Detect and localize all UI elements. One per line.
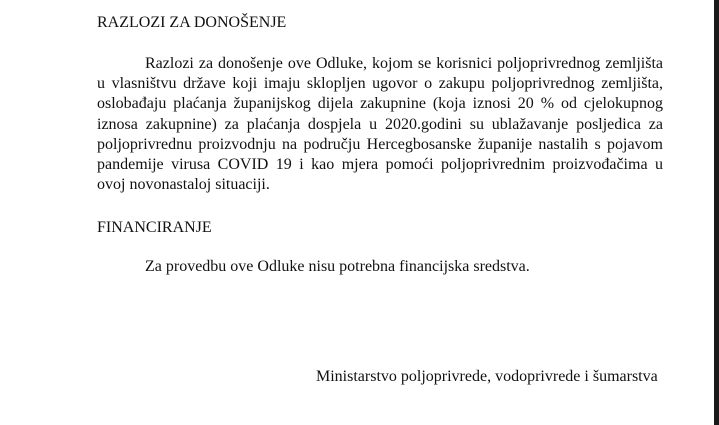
paragraph-line: oslobađaju plaćanja županijskog dijela zakupnine (koja iznosi 20 % od cjelokupnog [97,95,663,113]
section-heading-financing: FINANCIRANJE [97,219,212,236]
paragraph-line: poljoprivrednu proizvodnju na području Hercegbosanske županije nastalih s pojavom [97,135,663,153]
reasons-paragraph [97,54,663,195]
paragraph-line: Razlozi za donošenje ove Odluke, kojom se korisnici poljoprivrednog zemljišta [145,55,663,72]
scan-edge-divider [714,0,719,425]
financing-text: Za provedbu ove Odluke nisu potrebna financijska sredstva. [145,258,530,275]
paragraph-line: iznosa zakupnine) za plaćanja dospjela u 2020.godini su ublažavanje posljedica za [97,115,663,133]
section-heading-reasons: RAZLOZI ZA DONOŠENJE [97,14,287,31]
ministry-signature: Ministarstvo poljoprivrede, vodoprivrede i šumarstva [316,368,658,385]
paragraph-line: pandemije virusa COVID 19 i kao mjera pomoći poljoprivrednim proizvođačima u [97,156,663,174]
paragraph-line: ovoj novonastaloj situaciji. [97,176,270,194]
paragraph-line: u vlasništvu države koji imaju sklopljen ugovor o zakupu poljoprivrednog zemljišta, [97,75,663,93]
